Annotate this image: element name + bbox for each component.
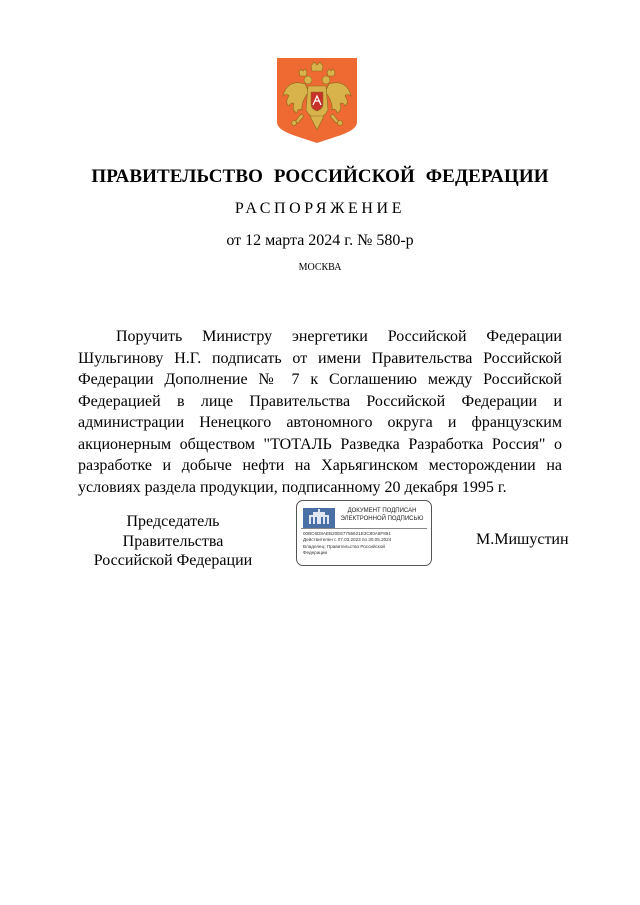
signer-name: М.Мишустин [476,531,569,548]
stamp-validity: Действителен с 07.03.2023 по 30.05.2024 [303,537,392,543]
stamp-heading-line-2: ЭЛЕКТРОННОЙ ПОДПИСЬЮ [340,516,424,522]
signer-title [78,512,268,571]
stamp-owner-line-2: Федерации [303,550,328,556]
order-text: Поручить Министру энергетики Российской Федерации Шульгинову Н.Г. подписать от имени Правительства Российской Федерации Дополнение № 7 к Соглашению между Российской Федерацией в лице Правительства Российской Федерации и администрации Ненецкого автономного округа и французским акционерным обществом "ТОТАЛЬ Разведка Разработка Россия" о разработке и добыче нефти на Харьягинском месторождении на условиях раздела продукции, подписанному 20 декабря 1995 г. [78,328,562,496]
document-city: МОСКВА [298,262,342,273]
stamp-owner-line-1: Владелец: Правительство Российской [303,543,385,549]
stamp-divider [301,528,427,529]
stamp-heading [335,507,429,523]
electronic-signature-stamp [296,500,432,566]
coat-of-arms-icon [275,56,359,144]
signer-title-line-1: Председатель Правительства [122,513,224,550]
signer-title-line-2: Российской Федерации [93,552,253,569]
stamp-certificate: 00BC6D8AEB20E67756621E3C80A8F891 [303,531,391,536]
document-date-number: от 12 марта 2024 г. № 580-р [226,232,414,249]
stamp-heading-line-1: ДОКУМЕНТ ПОДПИСАН [347,508,417,514]
government-title: ПРАВИТЕЛЬСТВО РОССИЙСКОЙ ФЕДЕРАЦИИ [91,166,549,187]
stamp-details [303,531,429,557]
government-building-icon [303,508,335,528]
document-type: РАСПОРЯЖЕНИЕ [234,200,406,217]
